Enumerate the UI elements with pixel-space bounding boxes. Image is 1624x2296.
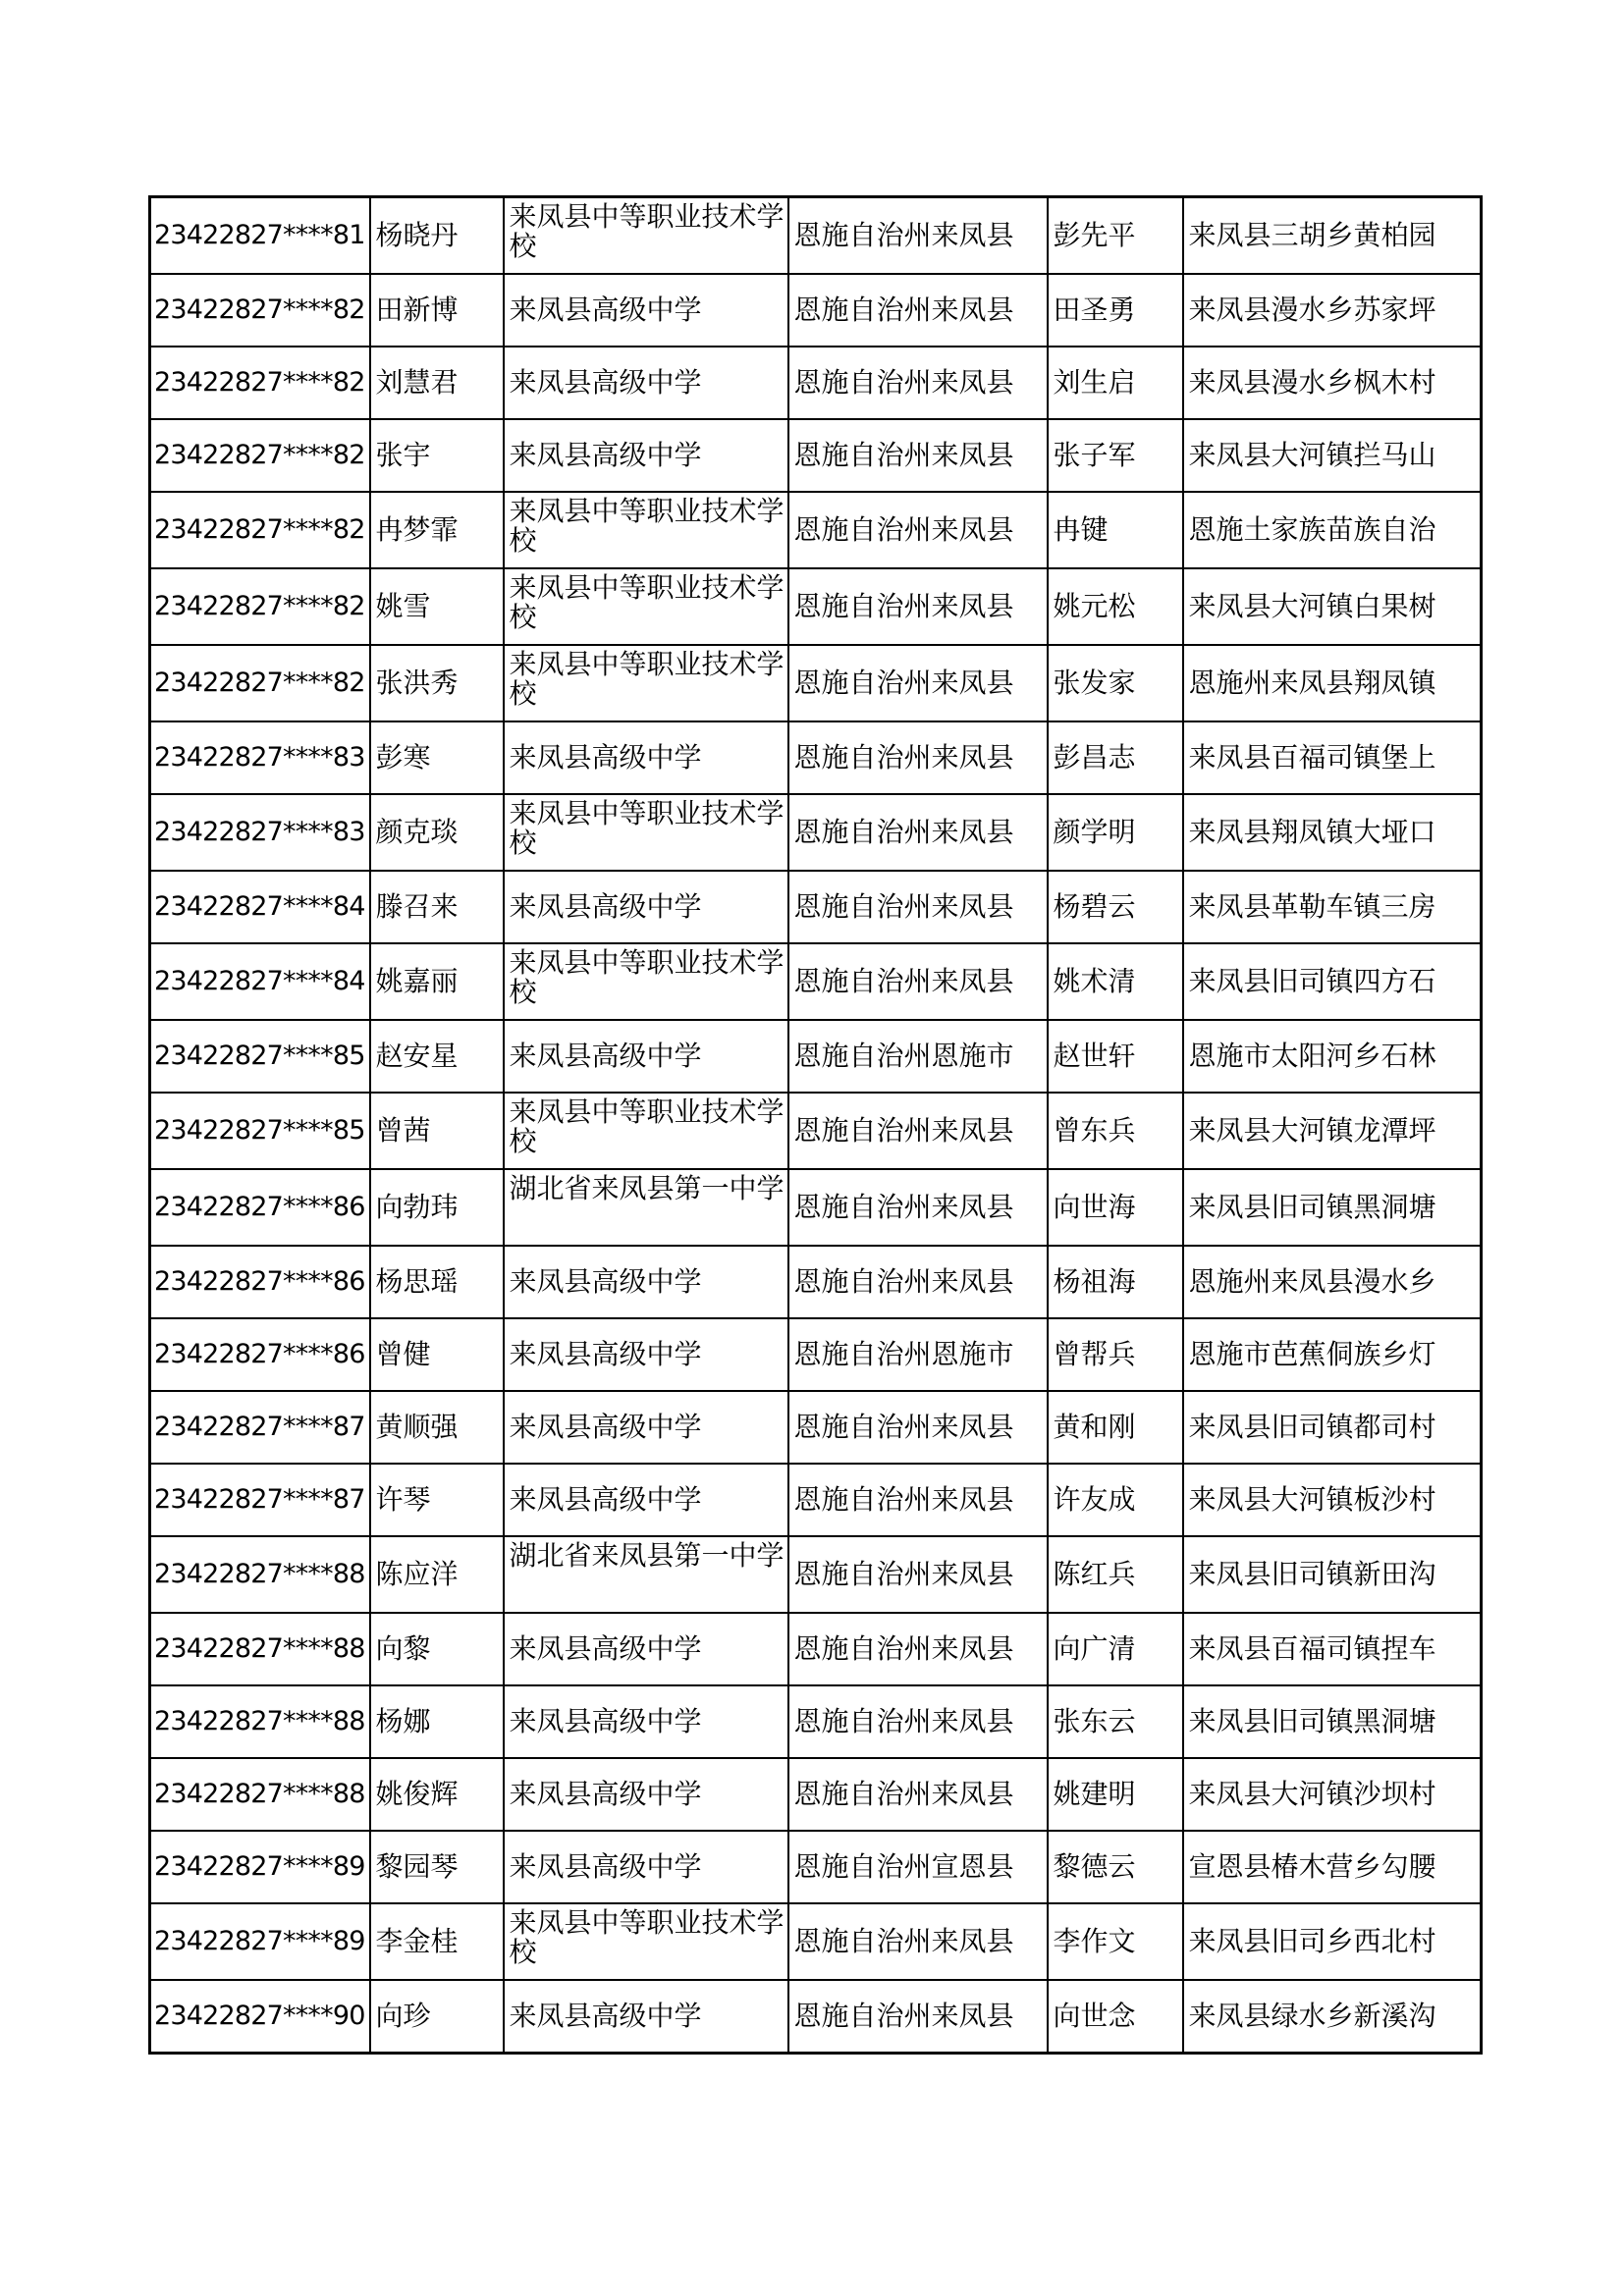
- address-cell: 来凤县翔凤镇大垭口: [1183, 794, 1482, 871]
- region-cell: 恩施自治州来凤县: [788, 347, 1048, 419]
- table-row: [150, 794, 1482, 871]
- student-name-cell: 向珍: [370, 1980, 504, 2054]
- student-name-cell: 杨晓丹: [370, 197, 504, 275]
- guardian-name-cell: 颜学明: [1048, 794, 1183, 871]
- region-cell: 恩施自治州来凤县: [788, 419, 1048, 492]
- address-cell: 恩施市芭蕉侗族乡灯: [1183, 1318, 1482, 1391]
- school-cell: 来凤县中等职业技术学校: [504, 197, 788, 275]
- student-name-cell: 姚俊辉: [370, 1758, 504, 1831]
- table-row: [150, 419, 1482, 492]
- student-name-cell: 杨娜: [370, 1685, 504, 1758]
- student-id-cell: 23422827****85: [150, 1093, 370, 1169]
- guardian-name-cell: 张发家: [1048, 645, 1183, 721]
- address-cell: 来凤县大河镇板沙村: [1183, 1464, 1482, 1536]
- region-cell: 恩施自治州来凤县: [788, 1169, 1048, 1246]
- student-name-cell: 李金桂: [370, 1903, 504, 1980]
- region-cell: 恩施自治州来凤县: [788, 645, 1048, 721]
- student-id-cell: 23422827****88: [150, 1613, 370, 1685]
- region-cell: 恩施自治州来凤县: [788, 492, 1048, 568]
- student-name-cell: 许琴: [370, 1464, 504, 1536]
- region-cell: 恩施自治州来凤县: [788, 1093, 1048, 1169]
- table-row: [150, 492, 1482, 568]
- student-id-cell: 23422827****83: [150, 721, 370, 794]
- student-name-cell: 黄顺强: [370, 1391, 504, 1464]
- student-id-cell: 23422827****86: [150, 1246, 370, 1318]
- student-id-cell: 23422827****89: [150, 1831, 370, 1903]
- guardian-name-cell: 向世念: [1048, 1980, 1183, 2054]
- school-cell: 来凤县高级中学: [504, 1246, 788, 1318]
- student-name-cell: 赵安星: [370, 1020, 504, 1093]
- table-row: [150, 1464, 1482, 1536]
- address-cell: 来凤县绿水乡新溪沟: [1183, 1980, 1482, 2054]
- address-cell: 来凤县漫水乡枫木村: [1183, 347, 1482, 419]
- region-cell: 恩施自治州来凤县: [788, 871, 1048, 943]
- guardian-name-cell: 黎德云: [1048, 1831, 1183, 1903]
- region-cell: 恩施自治州恩施市: [788, 1318, 1048, 1391]
- student-name-cell: 向黎: [370, 1613, 504, 1685]
- student-name-cell: 滕召来: [370, 871, 504, 943]
- school-cell: 湖北省来凤县第一中学: [504, 1169, 788, 1246]
- school-cell: 来凤县中等职业技术学校: [504, 1903, 788, 1980]
- guardian-name-cell: 曾东兵: [1048, 1093, 1183, 1169]
- student-name-cell: 杨思瑶: [370, 1246, 504, 1318]
- table-row: [150, 1246, 1482, 1318]
- school-cell: 来凤县中等职业技术学校: [504, 943, 788, 1020]
- student-name-cell: 田新博: [370, 274, 504, 347]
- school-cell: 来凤县高级中学: [504, 347, 788, 419]
- guardian-name-cell: 张子军: [1048, 419, 1183, 492]
- region-cell: 恩施自治州来凤县: [788, 1685, 1048, 1758]
- guardian-name-cell: 彭先平: [1048, 197, 1183, 275]
- guardian-name-cell: 陈红兵: [1048, 1536, 1183, 1613]
- school-cell: 来凤县中等职业技术学校: [504, 794, 788, 871]
- region-cell: 恩施自治州来凤县: [788, 1980, 1048, 2054]
- student-id-cell: 23422827****82: [150, 492, 370, 568]
- school-cell: 来凤县高级中学: [504, 274, 788, 347]
- guardian-name-cell: 姚元松: [1048, 568, 1183, 645]
- region-cell: 恩施自治州恩施市: [788, 1020, 1048, 1093]
- student-id-cell: 23422827****82: [150, 645, 370, 721]
- school-cell: 来凤县高级中学: [504, 1758, 788, 1831]
- table-row: [150, 197, 1482, 275]
- student-name-cell: 张宇: [370, 419, 504, 492]
- school-cell: 来凤县中等职业技术学校: [504, 1093, 788, 1169]
- student-name-cell: 张洪秀: [370, 645, 504, 721]
- school-cell: 来凤县高级中学: [504, 1831, 788, 1903]
- guardian-name-cell: 彭昌志: [1048, 721, 1183, 794]
- school-cell: 来凤县高级中学: [504, 1685, 788, 1758]
- student-id-cell: 23422827****88: [150, 1758, 370, 1831]
- school-cell: 来凤县高级中学: [504, 1613, 788, 1685]
- roster-body: [150, 197, 1482, 2054]
- school-cell: 来凤县高级中学: [504, 1020, 788, 1093]
- guardian-name-cell: 姚建明: [1048, 1758, 1183, 1831]
- region-cell: 恩施自治州来凤县: [788, 1464, 1048, 1536]
- address-cell: 来凤县百福司镇捏车: [1183, 1613, 1482, 1685]
- region-cell: 恩施自治州来凤县: [788, 721, 1048, 794]
- table-row: [150, 1391, 1482, 1464]
- address-cell: 来凤县革勒车镇三房: [1183, 871, 1482, 943]
- student-id-cell: 23422827****85: [150, 1020, 370, 1093]
- guardian-name-cell: 杨祖海: [1048, 1246, 1183, 1318]
- region-cell: 恩施自治州宣恩县: [788, 1831, 1048, 1903]
- student-name-cell: 彭寒: [370, 721, 504, 794]
- region-cell: 恩施自治州来凤县: [788, 1391, 1048, 1464]
- student-id-cell: 23422827****82: [150, 568, 370, 645]
- region-cell: 恩施自治州来凤县: [788, 274, 1048, 347]
- table-row: [150, 1093, 1482, 1169]
- student-name-cell: 姚嘉丽: [370, 943, 504, 1020]
- table-row: [150, 871, 1482, 943]
- guardian-name-cell: 曾帮兵: [1048, 1318, 1183, 1391]
- region-cell: 恩施自治州来凤县: [788, 794, 1048, 871]
- table-row: [150, 645, 1482, 721]
- student-id-cell: 23422827****89: [150, 1903, 370, 1980]
- address-cell: 来凤县旧司镇四方石: [1183, 943, 1482, 1020]
- guardian-name-cell: 刘生启: [1048, 347, 1183, 419]
- table-row: [150, 1020, 1482, 1093]
- address-cell: 来凤县百福司镇堡上: [1183, 721, 1482, 794]
- student-id-cell: 23422827****84: [150, 943, 370, 1020]
- guardian-name-cell: 向广清: [1048, 1613, 1183, 1685]
- student-id-cell: 23422827****82: [150, 419, 370, 492]
- student-name-cell: 向勃玮: [370, 1169, 504, 1246]
- table-row: [150, 1903, 1482, 1980]
- address-cell: 来凤县旧司镇都司村: [1183, 1391, 1482, 1464]
- guardian-name-cell: 许友成: [1048, 1464, 1183, 1536]
- address-cell: 来凤县大河镇龙潭坪: [1183, 1093, 1482, 1169]
- table-row: [150, 347, 1482, 419]
- school-cell: 来凤县高级中学: [504, 419, 788, 492]
- student-id-cell: 23422827****87: [150, 1464, 370, 1536]
- student-id-cell: 23422827****87: [150, 1391, 370, 1464]
- school-cell: 来凤县高级中学: [504, 871, 788, 943]
- address-cell: 恩施土家族苗族自治: [1183, 492, 1482, 568]
- guardian-name-cell: 向世海: [1048, 1169, 1183, 1246]
- table-row: [150, 1613, 1482, 1685]
- address-cell: 来凤县漫水乡苏家坪: [1183, 274, 1482, 347]
- address-cell: 宣恩县椿木营乡勾腰: [1183, 1831, 1482, 1903]
- student-id-cell: 23422827****81: [150, 197, 370, 275]
- student-id-cell: 23422827****88: [150, 1685, 370, 1758]
- student-id-cell: 23422827****86: [150, 1318, 370, 1391]
- region-cell: 恩施自治州来凤县: [788, 1758, 1048, 1831]
- region-cell: 恩施自治州来凤县: [788, 568, 1048, 645]
- region-cell: 恩施自治州来凤县: [788, 1903, 1048, 1980]
- guardian-name-cell: 冉键: [1048, 492, 1183, 568]
- address-cell: 来凤县三胡乡黄柏园: [1183, 197, 1482, 275]
- student-name-cell: 曾健: [370, 1318, 504, 1391]
- student-name-cell: 陈应洋: [370, 1536, 504, 1613]
- student-name-cell: 刘慧君: [370, 347, 504, 419]
- address-cell: 来凤县大河镇白果树: [1183, 568, 1482, 645]
- guardian-name-cell: 李作文: [1048, 1903, 1183, 1980]
- school-cell: 来凤县高级中学: [504, 721, 788, 794]
- address-cell: 来凤县旧司镇黑洞塘: [1183, 1169, 1482, 1246]
- region-cell: 恩施自治州来凤县: [788, 1613, 1048, 1685]
- school-cell: 湖北省来凤县第一中学: [504, 1536, 788, 1613]
- student-name-cell: 黎园琴: [370, 1831, 504, 1903]
- address-cell: 来凤县旧司乡西北村: [1183, 1903, 1482, 1980]
- table-row: [150, 274, 1482, 347]
- region-cell: 恩施自治州来凤县: [788, 1246, 1048, 1318]
- school-cell: 来凤县高级中学: [504, 1980, 788, 2054]
- school-cell: 来凤县高级中学: [504, 1318, 788, 1391]
- address-cell: 恩施州来凤县翔凤镇: [1183, 645, 1482, 721]
- school-cell: 来凤县中等职业技术学校: [504, 568, 788, 645]
- student-name-cell: 姚雪: [370, 568, 504, 645]
- table-row: [150, 1758, 1482, 1831]
- table-row: [150, 568, 1482, 645]
- address-cell: 来凤县大河镇拦马山: [1183, 419, 1482, 492]
- student-id-cell: 23422827****82: [150, 347, 370, 419]
- student-name-cell: 曾茜: [370, 1093, 504, 1169]
- roster-table: [148, 195, 1483, 2055]
- student-id-cell: 23422827****90: [150, 1980, 370, 2054]
- table-row: [150, 721, 1482, 794]
- address-cell: 恩施市太阳河乡石林: [1183, 1020, 1482, 1093]
- table-row: [150, 943, 1482, 1020]
- student-id-cell: 23422827****83: [150, 794, 370, 871]
- guardian-name-cell: 杨碧云: [1048, 871, 1183, 943]
- student-id-cell: 23422827****86: [150, 1169, 370, 1246]
- region-cell: 恩施自治州来凤县: [788, 1536, 1048, 1613]
- guardian-name-cell: 姚术清: [1048, 943, 1183, 1020]
- school-cell: 来凤县高级中学: [504, 1391, 788, 1464]
- student-name-cell: 冉梦霏: [370, 492, 504, 568]
- student-id-cell: 23422827****88: [150, 1536, 370, 1613]
- table-row: [150, 1536, 1482, 1613]
- school-cell: 来凤县中等职业技术学校: [504, 492, 788, 568]
- table-row: [150, 1831, 1482, 1903]
- student-name-cell: 颜克琰: [370, 794, 504, 871]
- student-id-cell: 23422827****84: [150, 871, 370, 943]
- table-row: [150, 1980, 1482, 2054]
- guardian-name-cell: 田圣勇: [1048, 274, 1183, 347]
- school-cell: 来凤县高级中学: [504, 1464, 788, 1536]
- school-cell: 来凤县中等职业技术学校: [504, 645, 788, 721]
- address-cell: 来凤县大河镇沙坝村: [1183, 1758, 1482, 1831]
- table-row: [150, 1169, 1482, 1246]
- region-cell: 恩施自治州来凤县: [788, 197, 1048, 275]
- region-cell: 恩施自治州来凤县: [788, 943, 1048, 1020]
- student-id-cell: 23422827****82: [150, 274, 370, 347]
- address-cell: 恩施州来凤县漫水乡: [1183, 1246, 1482, 1318]
- guardian-name-cell: 赵世轩: [1048, 1020, 1183, 1093]
- address-cell: 来凤县旧司镇黑洞塘: [1183, 1685, 1482, 1758]
- table-row: [150, 1685, 1482, 1758]
- guardian-name-cell: 黄和刚: [1048, 1391, 1183, 1464]
- table-row: [150, 1318, 1482, 1391]
- guardian-name-cell: 张东云: [1048, 1685, 1183, 1758]
- address-cell: 来凤县旧司镇新田沟: [1183, 1536, 1482, 1613]
